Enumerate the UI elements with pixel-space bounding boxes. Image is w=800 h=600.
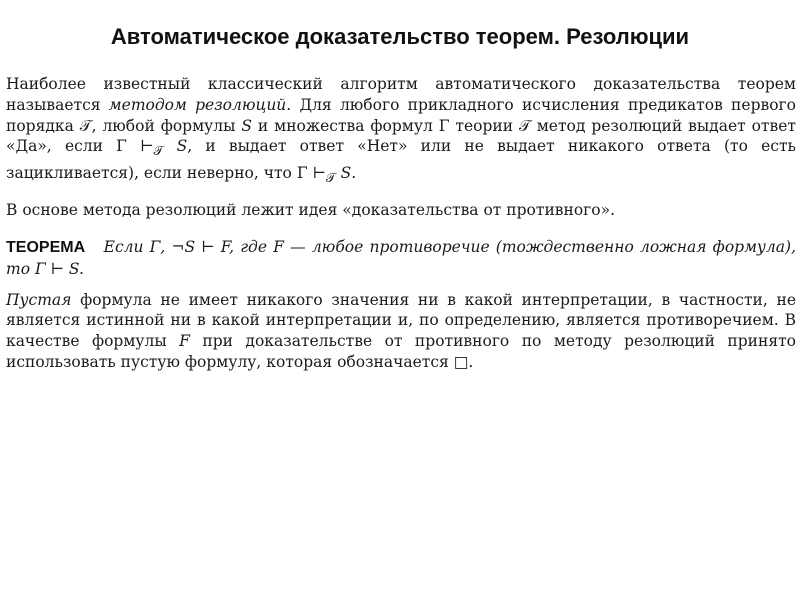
text-run: . bbox=[468, 352, 474, 371]
theorem-text: Если Γ, ¬S ⊢ F, где F — любое противоречие (тождественно ложная формула), то Γ ⊢ S. bbox=[6, 237, 796, 278]
paragraph-empty-formula bbox=[6, 290, 796, 373]
math-var-s: S bbox=[340, 164, 352, 183]
slide-body bbox=[6, 74, 796, 383]
text-run: при доказательстве от противного по методу резолюций принято использовать пустую формулу, которая обозначается bbox=[6, 332, 797, 371]
theorem-block bbox=[6, 237, 796, 280]
math-var-f: F bbox=[179, 332, 190, 351]
text-run: . bbox=[351, 164, 357, 183]
empty-box-symbol: □ bbox=[453, 352, 469, 371]
text-run: и множества формул Γ теории 𝒯 метод резолюций выдает ответ «Да», если Γ ⊢ bbox=[6, 116, 796, 156]
math-var-s: S bbox=[241, 116, 252, 135]
math-subscript-t: 𝒯 bbox=[153, 144, 164, 160]
text-run: формула не имеет никакого значения ни в какой интерпретации, в частности, не является истинной ни в какой интерпретации и, по определению, является противоречием. В качестве формулы bbox=[6, 290, 796, 351]
term-empty: Пустая bbox=[6, 290, 72, 309]
math-subscript-t: 𝒯 bbox=[325, 171, 336, 187]
theorem-label: ТЕОРЕМА bbox=[6, 238, 86, 256]
text-run bbox=[163, 137, 176, 155]
paragraph-contradiction-idea: В основе метода резолюций лежит идея «доказательства от противного». bbox=[6, 201, 616, 220]
term-resolution-method: методом резолюций bbox=[108, 95, 287, 114]
text-run: , и выдает ответ «Нет» или не выдает никакого ответа (то есть зацикливается), если неверно, что Γ ⊢ bbox=[6, 137, 796, 183]
slide-title: Автоматическое доказательство теорем. Резолюции bbox=[110, 24, 690, 49]
paragraph-resolution-method bbox=[6, 74, 796, 190]
text-run: . Для любого прикладного исчисления предикатов первого порядка 𝒯, любой формулы bbox=[6, 95, 796, 135]
math-var-s: S bbox=[176, 137, 188, 156]
text-run: Наиболее известный классический алгоритм автоматического доказательства теорем называется bbox=[6, 75, 796, 114]
